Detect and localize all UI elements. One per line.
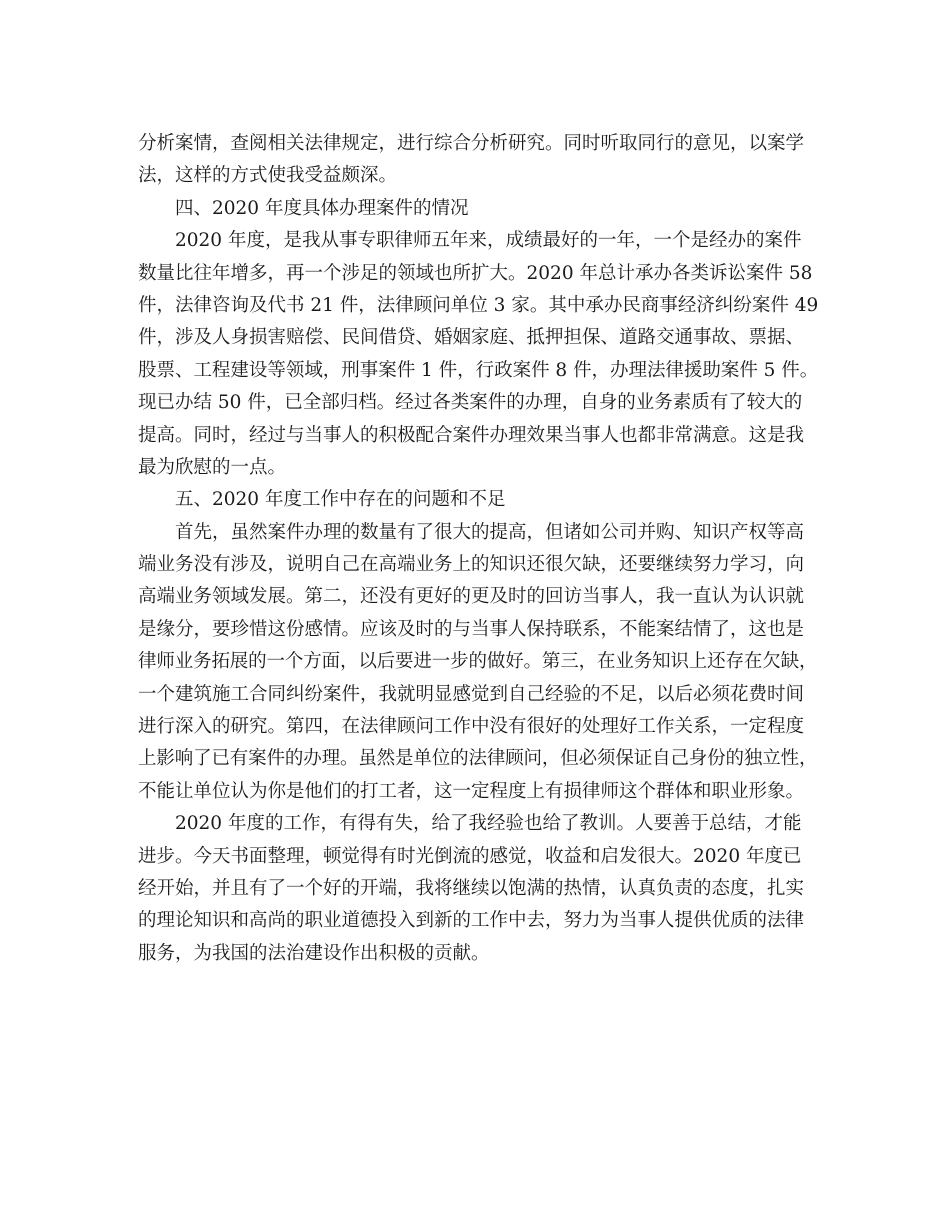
text-line: 高端业务领域发展。第二，还没有更好的更及时的回访当事人，我一直认为认识就 [138,586,805,608]
text-line: 不能让单位认为你是他们的打工者，这一定程度上有损律师这个群体和职业形象。 [138,780,805,802]
text-line: 上影响了已有案件的办理。虽然是单位的法律顾问，但必须保证自己身份的独立性， [138,748,818,770]
text-line: 一个建筑施工合同纠纷案件，我就明显感觉到自己经验的不足，以后必须花费时间 [138,683,805,705]
text-line: 的理论知识和高尚的职业道德投入到新的工作中去，努力为当事人提供优质的法律 [138,910,805,932]
text-line: 提高。同时，经过与当事人的积极配合案件办理效果当事人也都非常满意。这是我 [138,424,805,446]
text-line: 进步。今天书面整理，顿觉得有时光倒流的感觉，收益和启发很大。2020 年度已 [138,845,802,867]
text-line: 数量比往年增多，再一个涉足的领域也所扩大。2020 年总计承办各类诉讼案件 58 [138,262,813,284]
text-line: 现已办结 50 件，已全部归档。经过各类案件的办理，自身的业务素质有了较大的 [138,392,803,414]
text-line: 经开始，并且有了一个好的开端，我将继续以饱满的热情，认真负责的态度，扎实 [138,877,805,899]
text-line: 股票、工程建设等领域，刑事案件 1 件，行政案件 8 件，办理法律援助案件 5 件。 [138,359,819,381]
text-line: 是缘分，要珍惜这份感情。应该及时的与当事人保持联系，不能案结情了，这也是 [138,618,805,640]
text-line: 2020 年度的工作，有得有失，给了我经验也给了教训。人要善于总结，才能 [175,813,802,835]
text-line: 律师业务拓展的一个方面，以后要进一步的做好。第三，在业务知识上还存在欠缺， [138,651,818,673]
text-line: 四、2020 年度具体办理案件的情况 [175,197,469,219]
text-line: 首先，虽然案件办理的数量有了很大的提高，但诸如公司并购、知识产权等高 [175,521,805,543]
document-body [138,128,818,970]
text-line: 2020 年度，是我从事专职律师五年来，成绩最好的一年，一个是经办的案件 [175,230,802,252]
text-line: 件，涉及人身损害赔偿、民间借贷、婚姻家庭、抵押担保、道路交通事故、票据、 [138,327,805,349]
text-line: 端业务没有涉及，说明自己在高端业务上的知识还很欠缺，还要继续努力学习，向 [138,554,805,576]
text-line: 法，这样的方式使我受益颇深。 [138,165,398,187]
text-line: 进行深入的研究。第四，在法律顾问工作中没有很好的处理好工作关系，一定程度 [138,716,805,738]
text-line: 服务，为我国的法治建设作出积极的贡献。 [138,942,490,964]
text-line: 五、2020 年度工作中存在的问题和不足 [175,489,506,511]
text-line: 分析案情，查阅相关法律规定，进行综合分析研究。同时听取同行的意见，以案学 [138,133,805,154]
text-line: 最为欣慰的一点。 [138,456,287,478]
text-line: 件，法律咨询及代书 21 件，法律顾问单位 3 家。其中承办民商事经济纠纷案件 49 [138,294,819,316]
